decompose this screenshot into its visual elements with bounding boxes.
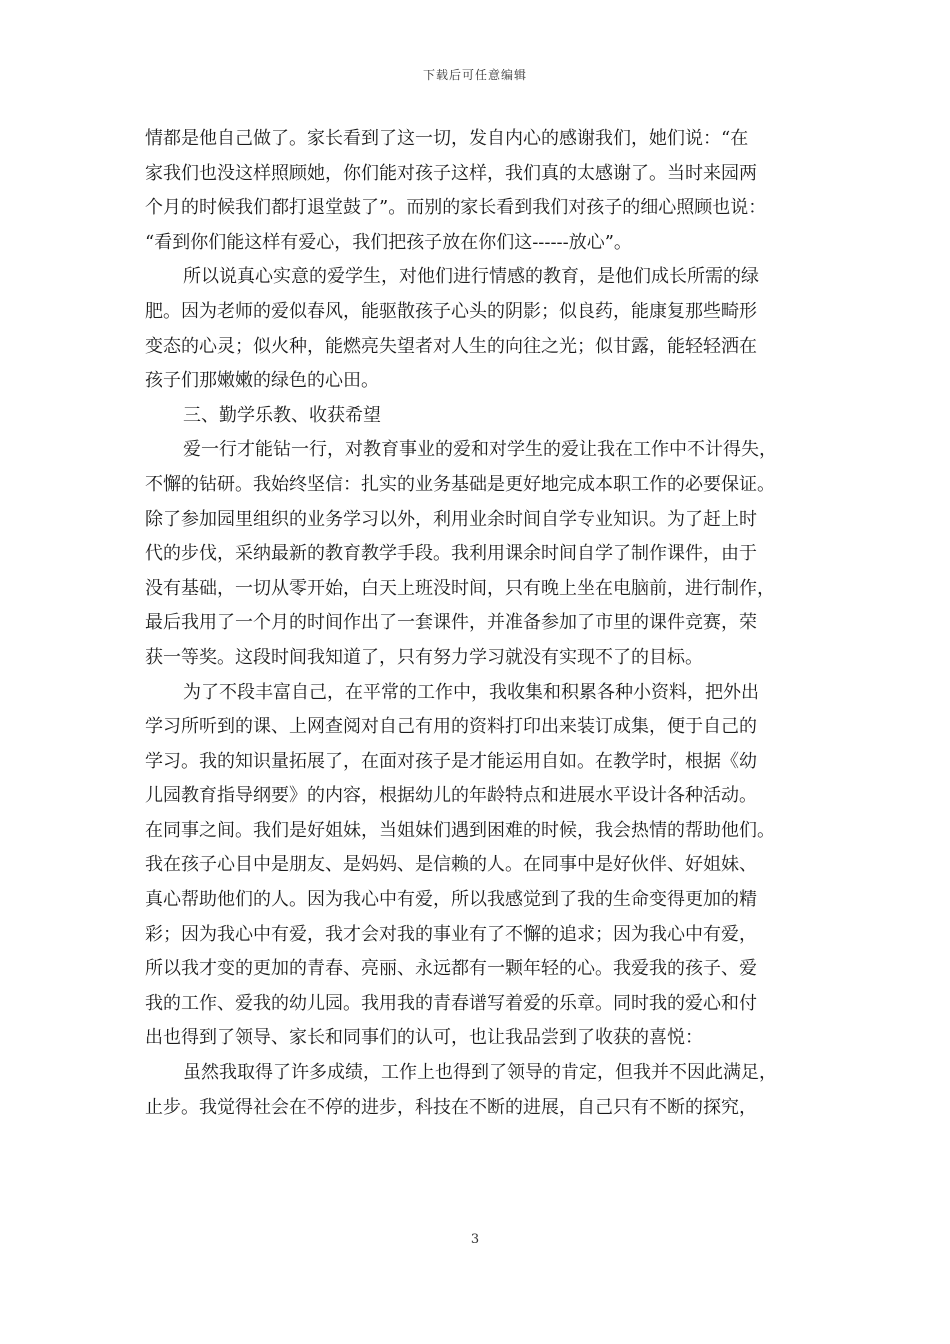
- text-line: 代的步伐，采纳最新的教育教学手段。我利用课余时间自学了制作课件，由于: [145, 543, 757, 565]
- text-line: 家我们也没这样照顾她，你们能对孩子这样，我们真的太感谢了。当时来园两: [145, 162, 757, 184]
- page-header: 下载后可任意编辑: [422, 68, 527, 82]
- document-body: [145, 122, 810, 1125]
- text-line: 爱一行才能钻一行，对教育事业的爱和对学生的爱让我在工作中不计得失，: [183, 439, 777, 461]
- text-line: 获一等奖。这段时间我知道了，只有努力学习就没有实现不了的目标。: [145, 646, 703, 668]
- text-line: 三、勤学乐教、收获希望: [183, 404, 381, 426]
- text-line: 个月的时候我们都打退堂鼓了”。而别的家长看到我们对孩子的细心照顾也说：: [145, 197, 767, 219]
- text-line: 真心帮助他们的人。因为我心中有爱，所以我感觉到了我的生命变得更加的精: [145, 889, 757, 911]
- text-line: “看到你们能这样有爱心，我们把孩子放在你们这------放心”。: [145, 231, 632, 253]
- text-line: 我的工作、爱我的幼儿园。我用我的青春谱写着爱的乐章。同时我的爱心和付: [145, 992, 757, 1014]
- text-line: 没有基础，一切从零开始，白天上班没时间，只有晚上坐在电脑前，进行制作，: [145, 577, 775, 599]
- text-line: 情都是他自己做了。家长看到了这一切，发自内心的感谢我们，她们说：“在: [145, 128, 749, 149]
- text-line: 所以我才变的更加的青春、亮丽、永远都有一颗年轻的心。我爱我的孩子、爱: [145, 958, 757, 980]
- text-line: 虽然我取得了许多成绩，工作上也得到了领导的肯定，但我并不因此满足，: [183, 1062, 777, 1084]
- text-line: 我在孩子心目中是朋友、是妈妈、是信赖的人。在同事中是好伙伴、好姐妹、: [145, 854, 757, 876]
- text-line: 肥。因为老师的爱似春风，能驱散孩子心头的阴影；似良药，能康复那些畸形: [145, 300, 757, 322]
- text-line: 学习。我的知识量拓展了，在面对孩子是才能运用自如。在教学时，根据《幼: [145, 750, 757, 772]
- text-line: 不懈的钻研。我始终坚信：扎实的业务基础是更好地完成本职工作的必要保证。: [145, 473, 775, 495]
- text-line: 最后我用了一个月的时间作出了一套课件，并准备参加了市里的课件竞赛，荣: [145, 612, 757, 634]
- text-line: 为了不段丰富自己，在平常的工作中，我收集和积累各种小资料，把外出: [183, 681, 759, 703]
- page-number: 3: [470, 1232, 480, 1247]
- text-line: 彩；因为我心中有爱，我才会对我的事业有了不懈的追求；因为我心中有爱，: [145, 923, 757, 945]
- text-line: 所以说真心实意的爱学生，对他们进行情感的教育，是他们成长所需的绿: [183, 266, 759, 288]
- text-line: 止步。我觉得社会在不停的进步，科技在不断的进展，自己只有不断的探究，: [145, 1096, 757, 1118]
- text-line: 学习所听到的课、上网查阅对自己有用的资料打印出来装订成集，便于自己的: [145, 716, 757, 738]
- text-line: 孩子们那嫩嫩的绿色的心田。: [145, 370, 379, 392]
- text-line: 除了参加园里组织的业务学习以外，利用业余时间自学专业知识。为了赶上时: [145, 508, 757, 530]
- text-line: 出也得到了领导、家长和同事们的认可，也让我品尝到了收获的喜悦：: [145, 1027, 703, 1049]
- text-line: 在同事之间。我们是好姐妹，当姐妹们遇到困难的时候，我会热情的帮助他们。: [145, 819, 775, 841]
- text-line: 儿园教育指导纲要》的内容，根据幼儿的年龄特点和进展水平设计各种活动。: [145, 785, 757, 807]
- text-line: 变态的心灵；似火种，能燃亮失望者对人生的向往之光；似甘露，能轻轻洒在: [145, 335, 757, 357]
